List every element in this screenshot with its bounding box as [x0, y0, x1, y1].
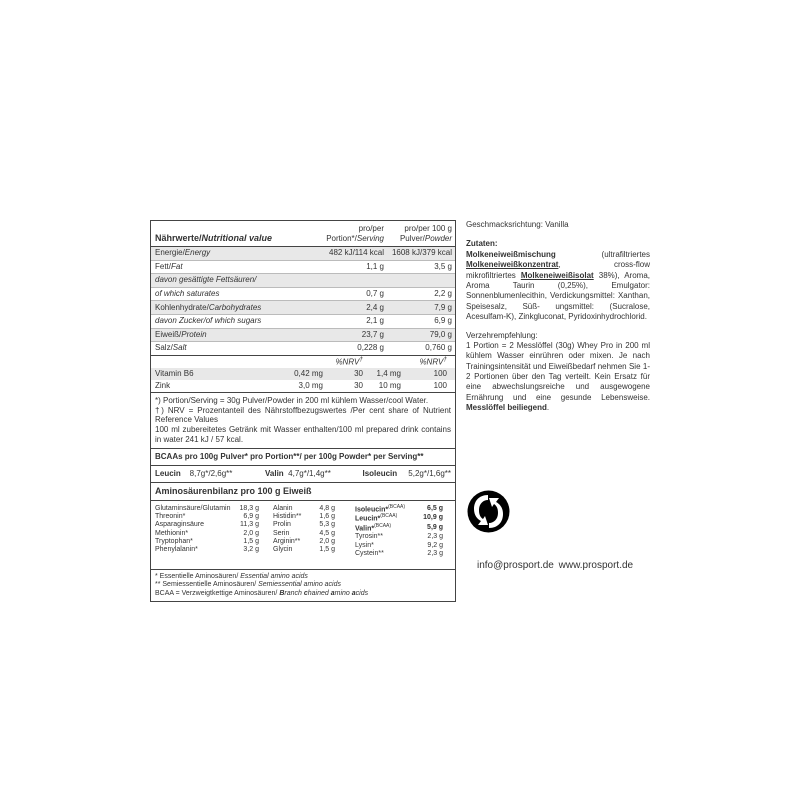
amino-row: [273, 521, 335, 529]
amino-row: [273, 538, 335, 546]
amino-name: Tyrosin**: [355, 533, 384, 541]
vitamin-a: 3,0 mg: [298, 380, 323, 390]
ingredients-text: [466, 250, 650, 323]
value-per-serving: 0,7 g: [366, 289, 384, 299]
amino-name: Leucin*$^{(BCAA)}$: [355, 513, 398, 523]
amino-row: [273, 530, 335, 538]
nutrient-name: davon gesättigte Fettsäuren/: [155, 275, 257, 285]
footnote-semiessential: ** Semiessentielle Aminosäuren/ Semiessential amino acids: [155, 581, 341, 589]
bcaa-header: BCAAs pro 100g Pulver* pro Portion**/ per 100g Powder* per Serving**: [151, 449, 455, 466]
amino-value: 5,9 g: [427, 523, 443, 531]
contact-info: info@prosport.de www.prosport.de: [477, 560, 634, 571]
amino-name: Valin*$^{(BCAA)}$: [355, 522, 392, 533]
amino-value: 11,3 g: [240, 521, 259, 529]
amino-row: [355, 524, 443, 534]
amino-value: 1,6 g: [319, 513, 335, 521]
footnote-bcaa: BCAA = Verzweigtkettige Aminosäuren/ Branch chained amino acids: [155, 589, 369, 597]
vitamin-b: 30: [354, 368, 363, 378]
amino-value: 10,9 g: [423, 514, 443, 522]
ingredient-part: (ultrafiltriertes: [555, 249, 650, 259]
amino-name: Phenylalanin*: [155, 545, 198, 553]
value-per-serving: 1,1 g: [366, 261, 384, 271]
amino-row: [355, 542, 443, 550]
value-per-serving: 2,4 g: [366, 302, 384, 312]
amino-value: 2,3 g: [427, 533, 443, 541]
amino-col-2: [273, 505, 335, 565]
nutrition-row: [151, 261, 455, 275]
amino-name: Alanin: [273, 504, 293, 512]
amino-footnotes: [151, 569, 455, 601]
ingredient-part: Molkeneiweißmischung: [466, 249, 556, 259]
amino-col-1: [155, 505, 259, 565]
amino-value: 2,3 g: [427, 549, 443, 557]
amino-value: 6,5 g: [427, 504, 443, 512]
nutrition-row: [151, 315, 455, 329]
amino-row: [355, 505, 443, 515]
amino-value: 4,5 g: [319, 529, 335, 537]
nutrient-name: Salz/Salt: [155, 343, 187, 353]
amino-row: [355, 550, 443, 558]
bcaa-section: [151, 449, 455, 483]
ingredients-title: Zutaten:: [466, 239, 498, 249]
product-info: [466, 220, 650, 414]
vitamin-row: [151, 368, 455, 380]
nutrition-rows: [151, 247, 455, 355]
nutrient-name: of which saturates: [155, 289, 220, 299]
amino-name: Methionin*: [155, 529, 189, 537]
amino-row: [155, 538, 259, 546]
value-per-100g: 6,9 g: [434, 316, 452, 326]
per-100g-header: pro/per 100 g Pulver/Powder: [399, 224, 452, 243]
amino-name: Asparaginsäure: [155, 521, 205, 529]
nutrient-name: davon Zucker/of which sugars: [155, 316, 262, 326]
bcaa-values: Leucin 8,7g*/2,6g** Valin 4,7g*/1,4g** Isoleucin 5,2g*/1,6g**: [155, 468, 451, 478]
nrv-label-1: %NRV†: [335, 355, 363, 367]
amino-name: Lysin*: [355, 541, 374, 549]
nutrition-row: [151, 274, 455, 288]
nrv-header: [151, 356, 455, 368]
amino-section: [151, 483, 455, 601]
ingredient-part: 38%), Aroma, Aroma Taurin (0,25%), Emulgator: Sonnenblumenlecithin, Verdickungsmittel: Xanthan, Speisesalz, Süß- ungsmittel: (Sucralose, Acesulfam-K), Zinkgluconat, Pyridoxinhydrochlorid.: [466, 270, 650, 322]
amino-row: [355, 514, 443, 524]
amino-row: [355, 533, 443, 541]
value-per-100g: 1608 kJ/379 kcal: [391, 248, 452, 258]
ingredient-part: Molkeneiweißkonzentrat: [466, 260, 559, 270]
amino-row: [155, 530, 259, 538]
value-per-100g: 7,9 g: [434, 302, 452, 312]
note-prepared: 100 ml zubereitetes Getränk mit Wasser enthalten/100 ml prepared drink contains in water 241 kJ / 57 kcal.: [155, 425, 451, 444]
amino-value: 18,3 g: [239, 504, 259, 512]
nutrition-row: [151, 288, 455, 302]
nutrient-name: Kohlenhydrate/Carbohydrates: [155, 302, 262, 312]
amino-row: [273, 505, 335, 513]
nutrition-title: Nährwerte/Nutritional value: [155, 232, 273, 243]
vitamin-c: 1,4 mg: [376, 368, 401, 378]
value-per-serving: 2,1 g: [366, 316, 384, 326]
ingredient-part: Molkeneiweißisolat: [520, 270, 594, 280]
vitamin-d: 100: [433, 380, 447, 390]
value-per-serving: 23,7 g: [361, 329, 384, 339]
nutrition-table: [151, 221, 455, 356]
amino-value: 9,2 g: [427, 541, 443, 549]
vitamin-c: 10 mg: [378, 380, 401, 390]
value-per-100g: 2,2 g: [434, 289, 452, 299]
nutrient-name: Eiweiß/Protein: [155, 329, 207, 339]
vitamin-row: [151, 380, 455, 392]
value-per-100g: 79,0 g: [429, 329, 452, 339]
nutrition-header: [151, 221, 455, 247]
nutrition-row: [151, 342, 455, 355]
footnote-essential: * Essentielle Aminosäuren/ Essential amino acids: [155, 572, 308, 580]
recommendation-text: 1 Portion = 2 Messlöffel (30g) Whey Pro in 200 ml kühlem Wasser einrühren oder mixen. Je nach Trainingsintensität und Eiweißbedarf nehmen Sie 1-2 Portionen über den Tag verteilt. Kein Ersatz für eine abwechslungsreiche und ausgewogene Ernährung und eine gesunde Lebensweise. Messlöffel beiliegend.: [466, 340, 650, 413]
amino-name: Glycin: [273, 545, 293, 553]
amino-value: 6,9 g: [243, 513, 259, 521]
amino-name: Glutaminsäure/Glutamin: [155, 504, 231, 512]
nutrition-label: [150, 220, 456, 602]
amino-name: Serin: [273, 529, 290, 537]
amino-value: 4,8 g: [319, 504, 335, 512]
note-nrv: †) NRV = Prozentanteil des Nährstoffbezugswertes /Per cent share of Nutrient Reference Values: [155, 405, 451, 425]
nutrition-row: [151, 247, 455, 261]
note-serving: *) Portion/Serving = 30g Pulver/Powder in 200 ml kühlem Wasser/cool Water.: [155, 395, 429, 405]
vitamin-b: 30: [354, 380, 363, 390]
amino-row: [155, 546, 259, 554]
amino-row: [155, 521, 259, 529]
value-per-serving: 482 kJ/114 kcal: [329, 248, 384, 258]
value-per-serving: 0,228 g: [357, 343, 384, 353]
amino-row: [155, 513, 259, 521]
vitamin-name: Vitamin B6: [155, 368, 194, 378]
amino-value: 3,2 g: [243, 545, 259, 553]
nutrition-notes: [151, 393, 455, 449]
amino-name: Cystein**: [355, 549, 384, 557]
recommendation-title: Verzehrempfehlung:: [466, 330, 538, 340]
ingredient-part: , cross-flow mikrofiltriertes: [466, 260, 650, 280]
vitamin-name: Zink: [155, 380, 171, 390]
amino-name: Tryptophan*: [155, 537, 193, 545]
nutrient-name: Energie/Energy: [155, 248, 211, 258]
vitamin-a: 0,42 mg: [294, 368, 323, 378]
amino-row: [155, 505, 259, 513]
amino-name: Isoleucin*$^{(BCAA)}$: [355, 503, 406, 514]
vitamin-d: 100: [433, 368, 447, 378]
nutrition-row: [151, 301, 455, 315]
per-serving-header: pro/per Portion*/Serving: [326, 224, 384, 243]
amino-name: Arginin**: [273, 537, 301, 545]
value-per-100g: 3,5 g: [434, 261, 452, 271]
amino-name: Prolin: [273, 521, 291, 529]
amino-value: 1,5 g: [243, 537, 259, 545]
vitamin-table: [151, 356, 455, 393]
amino-grid: [151, 501, 455, 569]
nutrient-name: Fett/Fat: [155, 261, 183, 271]
value-per-100g: 0,760 g: [425, 343, 452, 353]
amino-value: 2,0 g: [243, 529, 259, 537]
amino-name: Histidin**: [273, 513, 302, 521]
amino-name: Threonin*: [155, 513, 186, 521]
nrv-label-2: %NRV†: [419, 355, 447, 367]
amino-value: 2,0 g: [319, 537, 335, 545]
amino-value: 1,5 g: [319, 545, 335, 553]
amino-col-3: [355, 505, 443, 565]
amino-header: Aminosäurenbilanz pro 100 g Eiweiß: [151, 483, 455, 501]
amino-row: [273, 546, 335, 554]
amino-value: 5,3 g: [319, 521, 335, 529]
vitamin-rows: [151, 368, 455, 392]
green-dot-recycling-icon: [466, 489, 511, 534]
nutrition-row: [151, 329, 455, 343]
flavor: Geschmacksrichtung: Vanilla: [466, 220, 569, 229]
amino-row: [273, 513, 335, 521]
